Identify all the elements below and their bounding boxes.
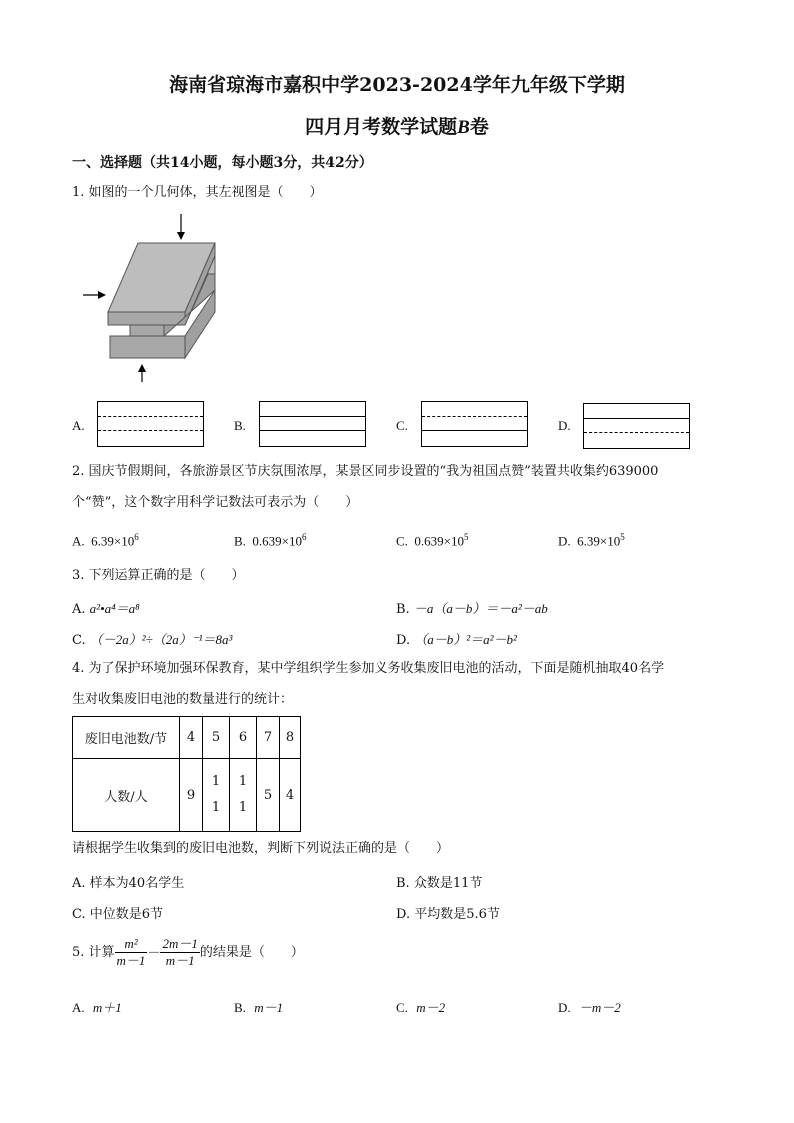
question-2-stem-line-1: 2. 国庆节假期间，各旅游景区节庆氛围浓厚，某景区同步设置的“我为祖国点赞”装置共收集约639000 [72,464,659,479]
table-row [73,717,301,759]
table-cell-digit: 1 [211,800,221,815]
table-cell [203,759,230,832]
table-cell: 9 [180,759,203,832]
q5-option-b-label: B. [234,1000,246,1015]
table-header-cell: 废旧电池数/节 [73,717,180,759]
q1-option-a-label: A. [72,418,85,433]
q5-fraction-1-numerator: m² [115,936,148,953]
q5-option-b [234,997,283,1016]
question-2-stem-line-2: 个“赞”，这个数字用科学记数法可表示为（ ） [72,495,359,510]
q5-option-a-expr: m＋1 [92,1000,122,1015]
q5-option-a [72,997,122,1016]
q5-fraction-2 [160,936,199,969]
title-line-2-italic: B [457,117,470,138]
q1-option-b-view [259,401,366,447]
q3-option-c-label: C. [72,633,86,648]
q3-option-a [72,598,140,617]
q1-option-a-view [97,401,204,447]
q5-fraction-1 [115,936,148,969]
solid-line [422,430,527,431]
question-3-stem: 3. 下列运算正确的是（ ） [72,568,245,583]
title-line-2-suffix: 卷 [469,116,489,138]
q3-option-b-label: B. [396,602,410,617]
q2-option-b-base: 0.639×10 [252,533,303,549]
table-cell: 5 [203,717,230,759]
q5-option-a-label: A. [72,1000,85,1015]
table-cell: 5 [257,759,280,832]
q2-option-b-label: B. [234,533,246,549]
table-cell: 4 [180,717,203,759]
q3-option-d-expr: （a－b）²＝a²－b² [414,632,517,647]
q2-option-c-label: C. [396,533,408,549]
dashed-line [98,416,203,417]
q5-prefix: 5. 计算 [72,944,115,960]
question-4-stem-line-1: 4. 为了保护环境加强环保教育，某中学组织学生参加义务收集废旧电池的活动，下面是随机抽取40名学 [72,661,665,676]
q1-option-b-label: B. [234,418,246,433]
q5-option-b-expr: m－1 [254,1000,284,1015]
q5-option-c [396,997,445,1016]
q5-option-d-label: D. [558,1000,571,1015]
q3-option-d [396,629,517,648]
dashed-line [98,430,203,431]
q3-option-c-expr: （－2a）²÷（2a）⁻¹＝8a³ [89,632,233,647]
table-header-cell: 人数/人 [73,759,180,832]
q2-option-c [396,532,469,549]
title-line-2 [0,112,794,139]
battery-table [72,716,301,832]
q3-option-a-expr: a²•a⁴＝a⁸ [89,601,140,616]
table-cell-digit: 1 [211,774,221,789]
q3-option-a-label: A. [72,602,86,617]
q2-option-a-label: A. [72,533,85,549]
q2-option-b-exp: 6 [302,532,307,542]
solid-line [584,418,689,419]
q5-option-d [558,997,621,1016]
table-cell: 7 [257,717,280,759]
solid-line [260,430,365,431]
dashed-line [422,416,527,417]
q3-option-c [72,629,232,648]
q1-option-c-label: C. [396,418,408,433]
q3-option-b [396,598,548,617]
q4-option-d: D. 平均数是5.6节 [396,907,500,922]
title-line-2-text: 四月月考数学试题 [305,116,458,138]
q4-option-b: B. 众数是11节 [396,876,483,891]
table-cell: 8 [280,717,301,759]
solid-figure [78,212,238,384]
table-cell-digit: 1 [238,800,248,815]
q2-option-d-base: 6.39×10 [577,533,621,549]
q4-option-c: C. 中位数是6节 [72,907,164,922]
table-cell: 4 [280,759,301,832]
q5-minus: － [147,944,161,960]
q2-option-d-exp: 5 [620,532,625,542]
q1-option-d-view [583,403,690,449]
q5-option-c-expr: m－2 [416,1000,446,1015]
q5-option-d-expr: －m－2 [578,1000,621,1015]
q5-fraction-2-denominator: m－1 [165,953,195,968]
q2-option-d [558,532,625,549]
q5-fraction-2-numerator: 2m－1 [162,936,198,951]
q2-option-a-base: 6.39×10 [91,533,135,549]
solid-line [260,416,365,417]
q2-option-c-base: 0.639×10 [414,533,465,549]
section-heading: 一、选择题（共14小题，每小题3分，共42分） [72,155,373,171]
table-cell: 6 [230,717,257,759]
q5-option-c-label: C. [396,1000,408,1015]
question-1-stem: 1. 如图的一个几何体，其左视图是（ ） [72,185,323,200]
question-5-stem [72,936,304,969]
q1-option-d-label: D. [558,418,571,433]
title-line-1: 海南省琼海市嘉积中学2023-2024学年九年级下学期 [169,74,625,96]
q2-option-a-exp: 6 [134,532,139,542]
q2-option-b [234,532,307,549]
question-4-stem-line-2: 生对收集废旧电池的数量进行的统计： [72,692,294,707]
q5-suffix: 的结果是（ ） [199,944,304,960]
q5-fraction-1-denominator: m－1 [116,953,146,968]
table-cell [230,759,257,832]
table-cell-digit: 1 [238,774,248,789]
q2-option-a [72,532,139,549]
table-row [73,759,301,832]
q3-option-d-label: D. [396,633,411,648]
q1-option-c-view [421,401,528,447]
question-4-prompt: 请根据学生收集到的废旧电池数，判断下列说法正确的是（ ） [72,841,450,856]
q4-option-a: A. 样本为40名学生 [72,876,185,891]
dashed-line [584,432,689,433]
q2-option-d-label: D. [558,533,571,549]
q3-option-b-expr: －a（a－b）＝－a²－ab [413,601,548,616]
q2-option-c-exp: 5 [464,532,469,542]
